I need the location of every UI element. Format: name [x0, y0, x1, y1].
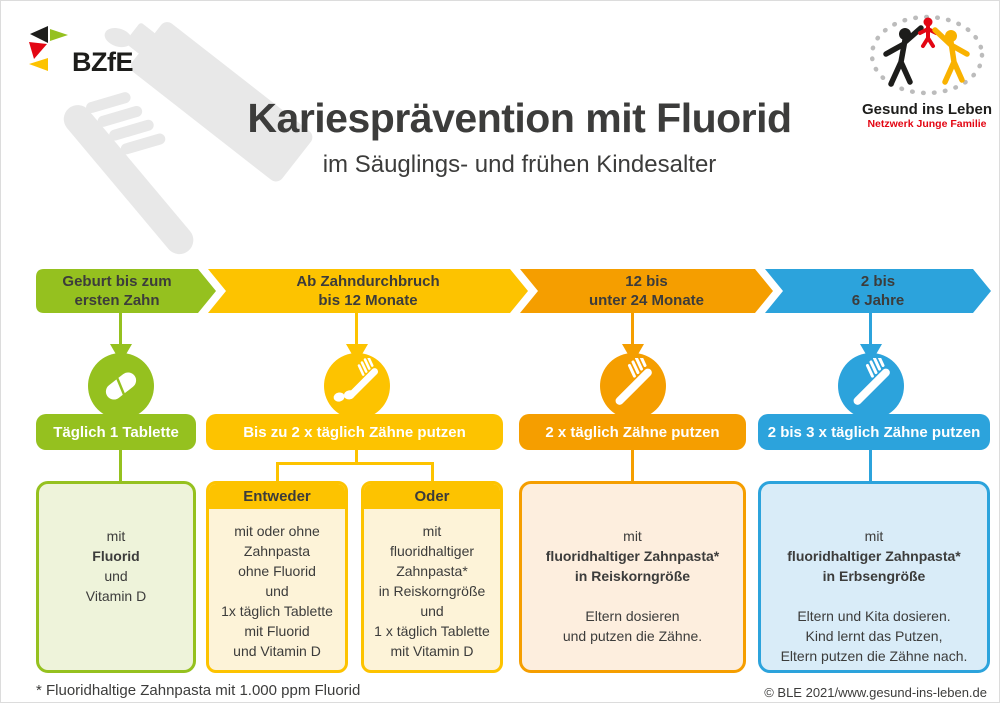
- action-label-orange: 2 x täglich Zähne putzen: [519, 414, 746, 450]
- box-line: fluoridhaltiger Zahnpasta*: [787, 548, 961, 564]
- spacer: [761, 586, 987, 606]
- action-label-blue: 2 bis 3 x täglich Zähne putzen: [758, 414, 990, 450]
- tablet-icon: [93, 358, 149, 414]
- toothbrush-icon: [605, 358, 661, 414]
- box-line: und: [104, 568, 128, 584]
- stage-label-4: 2 bis 6 Jahre: [851, 273, 905, 309]
- connector-line: [431, 462, 434, 481]
- action-label-green: Täglich 1 Tablette: [36, 414, 196, 450]
- copyright: © BLE 2021/www.gesund-ins-leben.de: [764, 685, 987, 700]
- recommendation-box-oder: [361, 481, 503, 673]
- connector-line: [119, 450, 122, 481]
- box-line: und putzen die Zähne.: [562, 628, 703, 644]
- box-line: mit: [106, 528, 126, 544]
- box-line: mit: [422, 523, 442, 539]
- bzfe-logo-text: BZfE: [72, 47, 133, 77]
- box-line: fluoridhaltiger Zahnpasta*: [545, 548, 720, 564]
- box-line: und: [420, 603, 444, 619]
- box-line: und: [265, 583, 289, 599]
- recommendation-box-green: [36, 481, 196, 673]
- page-subtitle: im Säuglings- und frühen Kindesalter: [322, 151, 717, 178]
- connector-line: [631, 313, 634, 346]
- footnote: * Fluoridhaltige Zahnpasta mit 1.000 ppm Fluorid: [36, 682, 361, 699]
- stage-label-1: Geburt bis zum ersten Zahn: [62, 273, 172, 309]
- box-line: mit Fluorid: [244, 623, 310, 639]
- recommendation-box-entweder: [206, 481, 348, 673]
- box-line: Zahnpasta*: [396, 563, 468, 579]
- connector-line: [631, 450, 634, 481]
- box-line: 1 x täglich Tablette: [374, 623, 490, 639]
- box-line: Eltern und Kita dosieren.: [797, 608, 951, 624]
- page-title: Kariesprävention mit Fluorid: [247, 95, 792, 141]
- box-body: [364, 509, 500, 661]
- box-line: Zahnpasta: [243, 543, 311, 559]
- spacer: [522, 586, 743, 606]
- box-header: Oder: [364, 484, 500, 509]
- gil-logo-subtitle: Netzwerk Junge Familie: [867, 118, 987, 130]
- box-line: in Reiskorngröße: [378, 583, 486, 599]
- bzfe-logo-mark: [26, 21, 72, 73]
- stage-label-3: 12 bis unter 24 Monate: [588, 273, 705, 309]
- box-line: Fluorid: [92, 548, 140, 564]
- box-line: und Vitamin D: [233, 643, 321, 659]
- box-header: Entweder: [209, 484, 345, 509]
- connector-line: [869, 450, 872, 481]
- stage-icon-circle: [324, 353, 390, 419]
- stage-icon-circle: [88, 353, 154, 419]
- box-line: Eltern dosieren: [585, 608, 680, 624]
- connector-line: [276, 462, 434, 465]
- box-line: mit: [864, 528, 884, 544]
- toothbrush-icon: [843, 358, 899, 414]
- connector-line: [119, 313, 122, 346]
- action-label-yellow: Bis zu 2 x täglich Zähne putzen: [206, 414, 503, 450]
- bzfe-logo: [26, 21, 156, 83]
- box-line: in Erbsengröße: [822, 568, 926, 584]
- box-line: Vitamin D: [85, 588, 147, 604]
- connector-line: [276, 462, 279, 481]
- recommendation-box-orange: [519, 481, 746, 673]
- box-line: ohne Fluorid: [238, 563, 316, 579]
- box-line: 1x täglich Tablette: [221, 603, 333, 619]
- recommendation-box-blue: [758, 481, 990, 673]
- box-line: Kind lernt das Putzen,: [805, 628, 943, 644]
- tablet-and-toothbrush-icon: [329, 358, 385, 414]
- box-line: mit: [623, 528, 642, 544]
- box-line: mit Vitamin D: [390, 643, 474, 659]
- box-line: fluoridhaltiger: [389, 543, 475, 559]
- stage-icon-circle: [838, 353, 904, 419]
- stage-label-2: Ab Zahndurchbruch bis 12 Monate: [296, 273, 440, 309]
- connector-line: [869, 313, 872, 346]
- box-line: in Reiskorngröße: [574, 568, 691, 584]
- gil-logo-title: Gesund ins Leben: [861, 101, 993, 118]
- gil-logo-figures: [864, 13, 990, 97]
- box-body: [209, 509, 345, 661]
- connector-line: [355, 313, 358, 346]
- stage-icon-circle: [600, 353, 666, 419]
- box-line: Eltern putzen die Zähne nach.: [780, 648, 968, 664]
- box-line: mit oder ohne: [234, 523, 320, 539]
